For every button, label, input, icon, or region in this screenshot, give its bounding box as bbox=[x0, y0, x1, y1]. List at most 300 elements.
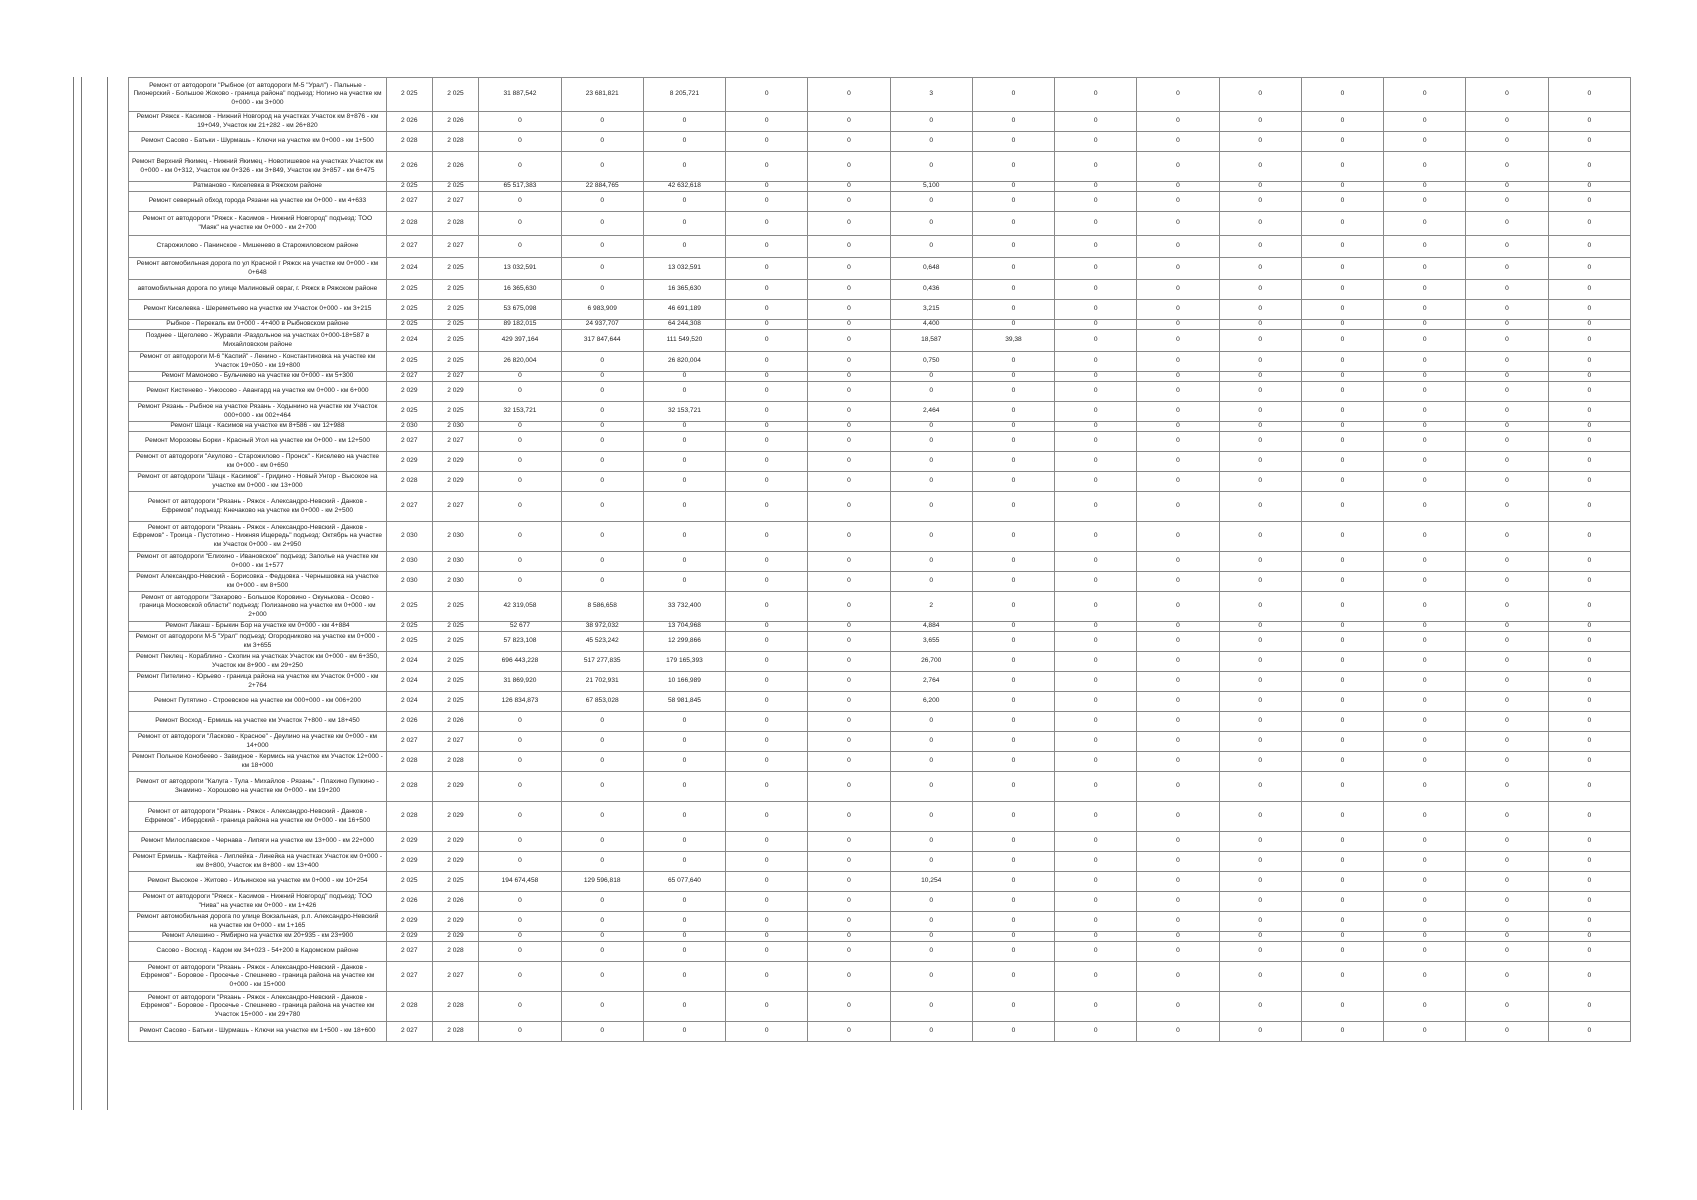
table-cell: 0 bbox=[1384, 382, 1466, 402]
table-cell: 0 bbox=[726, 1022, 808, 1042]
table-cell: 0 bbox=[479, 192, 561, 212]
table-cell: 0 bbox=[1137, 432, 1219, 452]
table-cell: 0 bbox=[561, 432, 643, 452]
table-cell: 0 bbox=[1466, 732, 1548, 752]
table-cell: 0 bbox=[972, 182, 1054, 192]
table-cell: 0 bbox=[1384, 182, 1466, 192]
table-cell: 0 bbox=[972, 192, 1054, 212]
table-cell: 0 bbox=[1301, 652, 1383, 672]
table-cell: 0 bbox=[1301, 1022, 1383, 1042]
table-cell: 0 bbox=[1548, 652, 1630, 672]
table-cell: 0 bbox=[726, 772, 808, 802]
table-cell: 0 bbox=[1219, 592, 1301, 622]
table-cell: 0 bbox=[1055, 962, 1137, 992]
table-cell: 2 027 bbox=[432, 236, 479, 258]
table-cell: 0 bbox=[808, 330, 890, 352]
table-cell: 0 bbox=[479, 492, 561, 522]
table-cell: 0 bbox=[808, 892, 890, 912]
table-row bbox=[129, 892, 1631, 912]
table-cell: 0 bbox=[1384, 320, 1466, 330]
table-cell: 0 bbox=[643, 382, 725, 402]
table-cell: 0 bbox=[1301, 522, 1383, 552]
table-cell: 2 028 bbox=[386, 802, 432, 832]
table-cell: 0 bbox=[643, 942, 725, 962]
table-cell: 16 365,630 bbox=[479, 280, 561, 300]
table-cell: 42 319,058 bbox=[479, 592, 561, 622]
table-cell: 0 bbox=[808, 832, 890, 852]
table-cell: 0 bbox=[1384, 712, 1466, 732]
table-cell: 0 bbox=[479, 572, 561, 592]
table-cell: 0 bbox=[561, 192, 643, 212]
table-cell: 0 bbox=[1384, 258, 1466, 280]
road-name-cell: Ремонт от автодороги "Елихино - Ивановское" подъезд: Заполье на участке км 0+000 - км 1+577 bbox=[129, 552, 387, 572]
table-cell: 2 028 bbox=[432, 212, 479, 236]
table-cell: 0 bbox=[1137, 1022, 1219, 1042]
table-cell: 0 bbox=[890, 1022, 972, 1042]
table-cell: 2 025 bbox=[386, 402, 432, 422]
table-cell: 0 bbox=[972, 712, 1054, 732]
table-cell: 0 bbox=[479, 422, 561, 432]
table-cell: 2 025 bbox=[386, 78, 432, 112]
table-cell: 0 bbox=[479, 962, 561, 992]
table-cell: 2 024 bbox=[386, 652, 432, 672]
table-cell: 0 bbox=[1466, 402, 1548, 422]
table-cell: 0 bbox=[561, 422, 643, 432]
table-cell: 2 028 bbox=[386, 472, 432, 492]
table-cell: 0 bbox=[1301, 732, 1383, 752]
table-cell: 0 bbox=[972, 752, 1054, 772]
table-cell: 0 bbox=[1219, 852, 1301, 872]
table-cell: 0 bbox=[890, 552, 972, 572]
table-cell: 0 bbox=[1137, 552, 1219, 572]
table-cell: 13 032,591 bbox=[479, 258, 561, 280]
table-cell: 0 bbox=[972, 422, 1054, 432]
table-cell: 0 bbox=[561, 152, 643, 182]
table-row bbox=[129, 472, 1631, 492]
table-cell: 0 bbox=[890, 152, 972, 182]
table-cell: 0 bbox=[1055, 258, 1137, 280]
table-row bbox=[129, 300, 1631, 320]
road-repair-table bbox=[128, 77, 1631, 1042]
table-cell: 0 bbox=[1466, 280, 1548, 300]
table-cell: 0 bbox=[1301, 942, 1383, 962]
table-cell: 0 bbox=[1219, 112, 1301, 132]
table-cell: 0 bbox=[972, 1022, 1054, 1042]
table-cell: 0 bbox=[1466, 712, 1548, 732]
table-cell: 0 bbox=[1548, 330, 1630, 352]
table-cell: 0 bbox=[1219, 522, 1301, 552]
table-cell: 0 bbox=[1137, 832, 1219, 852]
table-cell: 0 bbox=[1055, 112, 1137, 132]
table-cell: 2 027 bbox=[432, 962, 479, 992]
table-cell: 0 bbox=[1384, 192, 1466, 212]
table-cell: 2 025 bbox=[432, 872, 479, 892]
table-cell: 0 bbox=[1301, 672, 1383, 692]
table-cell: 2 029 bbox=[386, 852, 432, 872]
table-cell: 33 732,400 bbox=[643, 592, 725, 622]
table-cell: 2 029 bbox=[386, 832, 432, 852]
table-cell: 0 bbox=[561, 452, 643, 472]
table-cell: 0 bbox=[1301, 432, 1383, 452]
road-name-cell: Ремонт от автодороги М-6 "Каспий" - Ленино - Константиновка на участке км Участок 19+050 - км 19+800 bbox=[129, 352, 387, 372]
table-cell: 0 bbox=[972, 522, 1054, 552]
table-cell: 2 030 bbox=[386, 522, 432, 552]
table-row bbox=[129, 942, 1631, 962]
road-name-cell: Ремонт Кистенево - Ункосово - Авангард на участке км 0+000 - км 6+000 bbox=[129, 382, 387, 402]
table-cell: 0 bbox=[1466, 652, 1548, 672]
table-cell: 2 025 bbox=[386, 632, 432, 652]
table-row bbox=[129, 802, 1631, 832]
table-cell: 0 bbox=[643, 372, 725, 382]
table-row bbox=[129, 372, 1631, 382]
table-cell: 0 bbox=[1301, 622, 1383, 632]
road-name-cell: Ремонт от автодороги "Акулово - Старожилово - Пронск" - Киселево на участке км 0+000 - км 0+650 bbox=[129, 452, 387, 472]
table-cell: 2 030 bbox=[432, 552, 479, 572]
table-cell: 0 bbox=[1548, 1022, 1630, 1042]
road-name-cell: Ремонт от автодороги "Ряжск - Касимов - Нижний Новгород" подъезд: ТОО "Нива" на участке км 0+000 - км 1+426 bbox=[129, 892, 387, 912]
table-cell: 0 bbox=[1219, 492, 1301, 522]
table-cell: 0 bbox=[1548, 352, 1630, 372]
table-cell: 0 bbox=[1137, 192, 1219, 212]
table-cell: 0 bbox=[726, 552, 808, 572]
table-cell: 0 bbox=[1384, 752, 1466, 772]
road-name-cell: Ремонт от автодороги "Рыбное (от автодороги М-5 "Урал") - Пальные - Пионерский - Большое Жоково - граница района" подъезд: Ногино на участке км 0+000 - км 3+000 bbox=[129, 78, 387, 112]
table-row bbox=[129, 192, 1631, 212]
table-cell: 0 bbox=[1548, 300, 1630, 320]
table-cell: 2 025 bbox=[432, 402, 479, 422]
table-cell: 0 bbox=[1466, 212, 1548, 236]
table-cell: 2 bbox=[890, 592, 972, 622]
table-cell: 0 bbox=[1055, 522, 1137, 552]
table-cell: 0 bbox=[1548, 432, 1630, 452]
table-cell: 0 bbox=[808, 522, 890, 552]
table-cell: 0 bbox=[1137, 912, 1219, 932]
table-cell: 0 bbox=[1384, 912, 1466, 932]
table-cell: 0 bbox=[808, 852, 890, 872]
table-cell: 0 bbox=[972, 402, 1054, 422]
table-cell: 26 820,004 bbox=[479, 352, 561, 372]
table-cell: 0 bbox=[1055, 942, 1137, 962]
table-cell: 65 517,383 bbox=[479, 182, 561, 192]
table-cell: 0 bbox=[1219, 422, 1301, 432]
table-cell: 0 bbox=[1548, 372, 1630, 382]
table-cell: 57 823,108 bbox=[479, 632, 561, 652]
table-cell: 0 bbox=[561, 382, 643, 402]
table-cell: 0 bbox=[1466, 112, 1548, 132]
table-cell: 64 244,308 bbox=[643, 320, 725, 330]
table-cell: 2 028 bbox=[386, 772, 432, 802]
table-row bbox=[129, 280, 1631, 300]
road-name-cell: Ремонт Киселевка - Шереметьево на участке км Участок 0+000 - км 3+215 bbox=[129, 300, 387, 320]
table-cell: 0 bbox=[1548, 802, 1630, 832]
table-cell: 0 bbox=[561, 832, 643, 852]
table-cell: 0 bbox=[1548, 832, 1630, 852]
table-cell: 2 027 bbox=[386, 236, 432, 258]
table-cell: 0 bbox=[1137, 772, 1219, 802]
table-cell: 2 029 bbox=[386, 912, 432, 932]
table-cell: 0 bbox=[1055, 382, 1137, 402]
table-cell: 0 bbox=[1466, 552, 1548, 572]
table-cell: 0 bbox=[1137, 258, 1219, 280]
table-cell: 0 bbox=[1301, 872, 1383, 892]
table-cell: 0 bbox=[808, 152, 890, 182]
table-cell: 0 bbox=[808, 258, 890, 280]
table-cell: 0 bbox=[561, 942, 643, 962]
table-cell: 0 bbox=[808, 752, 890, 772]
table-cell: 0 bbox=[726, 372, 808, 382]
table-cell: 0 bbox=[1055, 992, 1137, 1022]
table-cell: 0 bbox=[1466, 672, 1548, 692]
table-cell: 3,215 bbox=[890, 300, 972, 320]
table-cell: 0,436 bbox=[890, 280, 972, 300]
table-cell: 0 bbox=[1466, 192, 1548, 212]
table-cell: 0 bbox=[1548, 552, 1630, 572]
table-cell: 67 853,028 bbox=[561, 692, 643, 712]
table-cell: 0 bbox=[890, 492, 972, 522]
table-cell: 0 bbox=[1466, 962, 1548, 992]
table-cell: 0 bbox=[1301, 492, 1383, 522]
table-row bbox=[129, 622, 1631, 632]
table-cell: 0 bbox=[1384, 132, 1466, 152]
table-cell: 0 bbox=[972, 772, 1054, 802]
table-cell: 5,100 bbox=[890, 182, 972, 192]
margin-rule bbox=[107, 77, 108, 1110]
table-cell: 0 bbox=[726, 192, 808, 212]
table-cell: 0 bbox=[479, 1022, 561, 1042]
table-cell: 0 bbox=[1055, 802, 1137, 832]
table-cell: 0 bbox=[1219, 1022, 1301, 1042]
road-name-cell: Ремонт от автодороги "Ласково - Красное" - Деулино на участке км 0+000 - км 14+000 bbox=[129, 732, 387, 752]
table-cell: 0 bbox=[479, 112, 561, 132]
table-cell: 2 028 bbox=[432, 942, 479, 962]
table-cell: 0 bbox=[479, 752, 561, 772]
table-cell: 0 bbox=[1137, 672, 1219, 692]
table-cell: 0 bbox=[1137, 152, 1219, 182]
table-cell: 0 bbox=[1137, 492, 1219, 522]
table-cell: 0 bbox=[890, 372, 972, 382]
table-cell: 0 bbox=[1219, 402, 1301, 422]
table-row bbox=[129, 132, 1631, 152]
table-cell: 0 bbox=[1384, 330, 1466, 352]
table-cell: 0 bbox=[1219, 330, 1301, 352]
table-cell: 0 bbox=[972, 572, 1054, 592]
table-row bbox=[129, 872, 1631, 892]
table-cell: 0 bbox=[1466, 1022, 1548, 1042]
table-row bbox=[129, 330, 1631, 352]
table-row bbox=[129, 78, 1631, 112]
table-cell: 0 bbox=[808, 632, 890, 652]
table-cell: 0 bbox=[1548, 592, 1630, 622]
table-cell: 0 bbox=[1055, 492, 1137, 522]
road-name-cell: Ремонт Пителино - Юрьево - граница района на участке км Участок 0+000 - км 2+764 bbox=[129, 672, 387, 692]
table-cell: 0 bbox=[1219, 78, 1301, 112]
table-cell: 4,400 bbox=[890, 320, 972, 330]
table-cell: 2 025 bbox=[432, 592, 479, 622]
table-cell: 2 029 bbox=[432, 852, 479, 872]
table-cell: 0 bbox=[1137, 572, 1219, 592]
table-cell: 126 834,873 bbox=[479, 692, 561, 712]
table-cell: 0 bbox=[726, 152, 808, 182]
table-cell: 0 bbox=[890, 112, 972, 132]
table-cell: 0 bbox=[1137, 692, 1219, 712]
table-cell: 0 bbox=[1466, 492, 1548, 522]
table-cell: 0 bbox=[1301, 572, 1383, 592]
table-row bbox=[129, 552, 1631, 572]
table-cell: 0 bbox=[561, 892, 643, 912]
table-cell: 0 bbox=[1055, 852, 1137, 872]
table-cell: 24 937,707 bbox=[561, 320, 643, 330]
table-cell: 0 bbox=[479, 522, 561, 552]
table-cell: 0 bbox=[1301, 452, 1383, 472]
table-cell: 0 bbox=[1301, 78, 1383, 112]
table-cell: 0 bbox=[1548, 452, 1630, 472]
table-cell: 0 bbox=[643, 472, 725, 492]
table-row bbox=[129, 182, 1631, 192]
table-cell: 0 bbox=[1466, 78, 1548, 112]
table-cell: 0 bbox=[726, 402, 808, 422]
table-cell: 0 bbox=[1548, 572, 1630, 592]
table-cell: 0 bbox=[890, 932, 972, 942]
road-name-cell: Ремонт Сасово - Батьки - Шурмашь - Ключи на участке км 1+500 - км 18+600 bbox=[129, 1022, 387, 1042]
table-cell: 0 bbox=[1219, 382, 1301, 402]
table-cell: 0 bbox=[479, 372, 561, 382]
table-cell: 0 bbox=[890, 942, 972, 962]
table-cell: 2 027 bbox=[432, 732, 479, 752]
table-cell: 0 bbox=[1466, 632, 1548, 652]
table-cell: 2 024 bbox=[386, 672, 432, 692]
table-cell: 58 981,845 bbox=[643, 692, 725, 712]
table-cell: 0 bbox=[1301, 192, 1383, 212]
table-cell: 0 bbox=[1137, 280, 1219, 300]
table-cell: 0 bbox=[479, 942, 561, 962]
table-cell: 429 397,164 bbox=[479, 330, 561, 352]
table-cell: 0 bbox=[479, 432, 561, 452]
table-cell: 0 bbox=[561, 492, 643, 522]
table-cell: 0 bbox=[561, 112, 643, 132]
table-cell: 0 bbox=[1137, 352, 1219, 372]
table-cell: 0 bbox=[1384, 300, 1466, 320]
table-cell: 0 bbox=[1055, 432, 1137, 452]
table-cell: 0 bbox=[972, 942, 1054, 962]
road-name-cell: Ремонт от автодороги "Захарово - Большое Коровино - Окунькова - Осово - граница Московской области" подъезд: Полизаново на участке км 0+000 - км 2+000 bbox=[129, 592, 387, 622]
table-cell: 0 bbox=[1466, 772, 1548, 802]
table-cell: 0 bbox=[1055, 712, 1137, 732]
table-cell: 0 bbox=[1055, 572, 1137, 592]
table-cell: 2 029 bbox=[432, 452, 479, 472]
table-cell: 0 bbox=[1055, 78, 1137, 112]
table-row bbox=[129, 652, 1631, 672]
table-cell: 2 027 bbox=[386, 192, 432, 212]
table-cell: 0 bbox=[972, 672, 1054, 692]
table-cell: 2 029 bbox=[432, 802, 479, 832]
table-cell: 0 bbox=[890, 912, 972, 932]
table-cell: 0 bbox=[890, 732, 972, 752]
table-cell: 0 bbox=[1219, 732, 1301, 752]
table-cell: 32 153,721 bbox=[643, 402, 725, 422]
road-name-cell: Ремонт от автодороги "Рязань - Ряжск - Александро-Невский - Данков - Ефремов" подъезд: Кнечаково на участке км 0+000 - км 2+500 bbox=[129, 492, 387, 522]
table-cell: 4,884 bbox=[890, 622, 972, 632]
table-cell: 0 bbox=[808, 802, 890, 832]
table-cell: 0 bbox=[479, 712, 561, 732]
table-row bbox=[129, 212, 1631, 236]
table-cell: 31 869,920 bbox=[479, 672, 561, 692]
table-cell: 0 bbox=[1384, 1022, 1466, 1042]
table-cell: 0 bbox=[1219, 832, 1301, 852]
table-cell: 0 bbox=[1301, 712, 1383, 732]
table-cell: 0 bbox=[1384, 672, 1466, 692]
road-name-cell: Ратманово - Киселевка в Ряжском районе bbox=[129, 182, 387, 192]
table-cell: 0 bbox=[890, 802, 972, 832]
table-cell: 0 bbox=[1219, 572, 1301, 592]
table-cell: 129 596,818 bbox=[561, 872, 643, 892]
table-cell: 0 bbox=[561, 280, 643, 300]
table-cell: 0 bbox=[479, 852, 561, 872]
table-cell: 2 028 bbox=[432, 752, 479, 772]
table-cell: 2 024 bbox=[386, 258, 432, 280]
table-cell: 0 bbox=[726, 852, 808, 872]
table-cell: 0 bbox=[1301, 832, 1383, 852]
table-cell: 2 026 bbox=[432, 712, 479, 732]
table-cell: 0 bbox=[1219, 992, 1301, 1022]
road-name-cell: Позднее - Щеголево - Журавли -Раздольное на участках 0+000-18+587 в Михайловском районе bbox=[129, 330, 387, 352]
table-cell: 6,200 bbox=[890, 692, 972, 712]
table-cell: 0 bbox=[1219, 320, 1301, 330]
table-cell: 0 bbox=[1137, 212, 1219, 236]
table-cell: 0 bbox=[1055, 592, 1137, 622]
table-cell: 13 704,968 bbox=[643, 622, 725, 632]
table-cell: 0 bbox=[479, 932, 561, 942]
table-cell: 2 029 bbox=[432, 832, 479, 852]
table-cell: 0 bbox=[1466, 236, 1548, 258]
table-cell: 3,655 bbox=[890, 632, 972, 652]
table-cell: 0 bbox=[561, 132, 643, 152]
table-cell: 0 bbox=[890, 452, 972, 472]
table-cell: 2 030 bbox=[386, 422, 432, 432]
table-cell: 0 bbox=[972, 802, 1054, 832]
table-cell: 0 bbox=[479, 552, 561, 572]
table-cell: 65 077,640 bbox=[643, 872, 725, 892]
table-cell: 0 bbox=[1466, 572, 1548, 592]
table-cell: 2 028 bbox=[386, 132, 432, 152]
table-cell: 0 bbox=[561, 752, 643, 772]
table-cell: 0 bbox=[1055, 672, 1137, 692]
table-cell: 0 bbox=[1548, 258, 1630, 280]
table-cell: 0 bbox=[890, 852, 972, 872]
table-cell: 0 bbox=[1055, 472, 1137, 492]
road-name-cell: Ремонт Милославское - Чернава - Липяги на участке км 13+000 - км 22+000 bbox=[129, 832, 387, 852]
table-cell: 0 bbox=[1384, 432, 1466, 452]
table-cell: 0 bbox=[1301, 372, 1383, 382]
table-cell: 2 029 bbox=[432, 472, 479, 492]
table-cell: 0 bbox=[561, 712, 643, 732]
table-cell: 0 bbox=[726, 422, 808, 432]
table-cell: 0 bbox=[643, 932, 725, 942]
table-cell: 0 bbox=[1219, 432, 1301, 452]
table-cell: 0 bbox=[1219, 962, 1301, 992]
table-cell: 0 bbox=[726, 330, 808, 352]
table-cell: 0 bbox=[1137, 632, 1219, 652]
table-cell: 0 bbox=[1384, 852, 1466, 872]
table-cell: 0 bbox=[890, 192, 972, 212]
table-cell: 0 bbox=[479, 892, 561, 912]
table-cell: 0 bbox=[1055, 892, 1137, 912]
table-cell: 0 bbox=[1384, 402, 1466, 422]
table-cell: 0 bbox=[1055, 912, 1137, 932]
table-cell: 0 bbox=[479, 802, 561, 832]
table-row bbox=[129, 592, 1631, 622]
table-cell: 0 bbox=[726, 892, 808, 912]
table-row bbox=[129, 236, 1631, 258]
